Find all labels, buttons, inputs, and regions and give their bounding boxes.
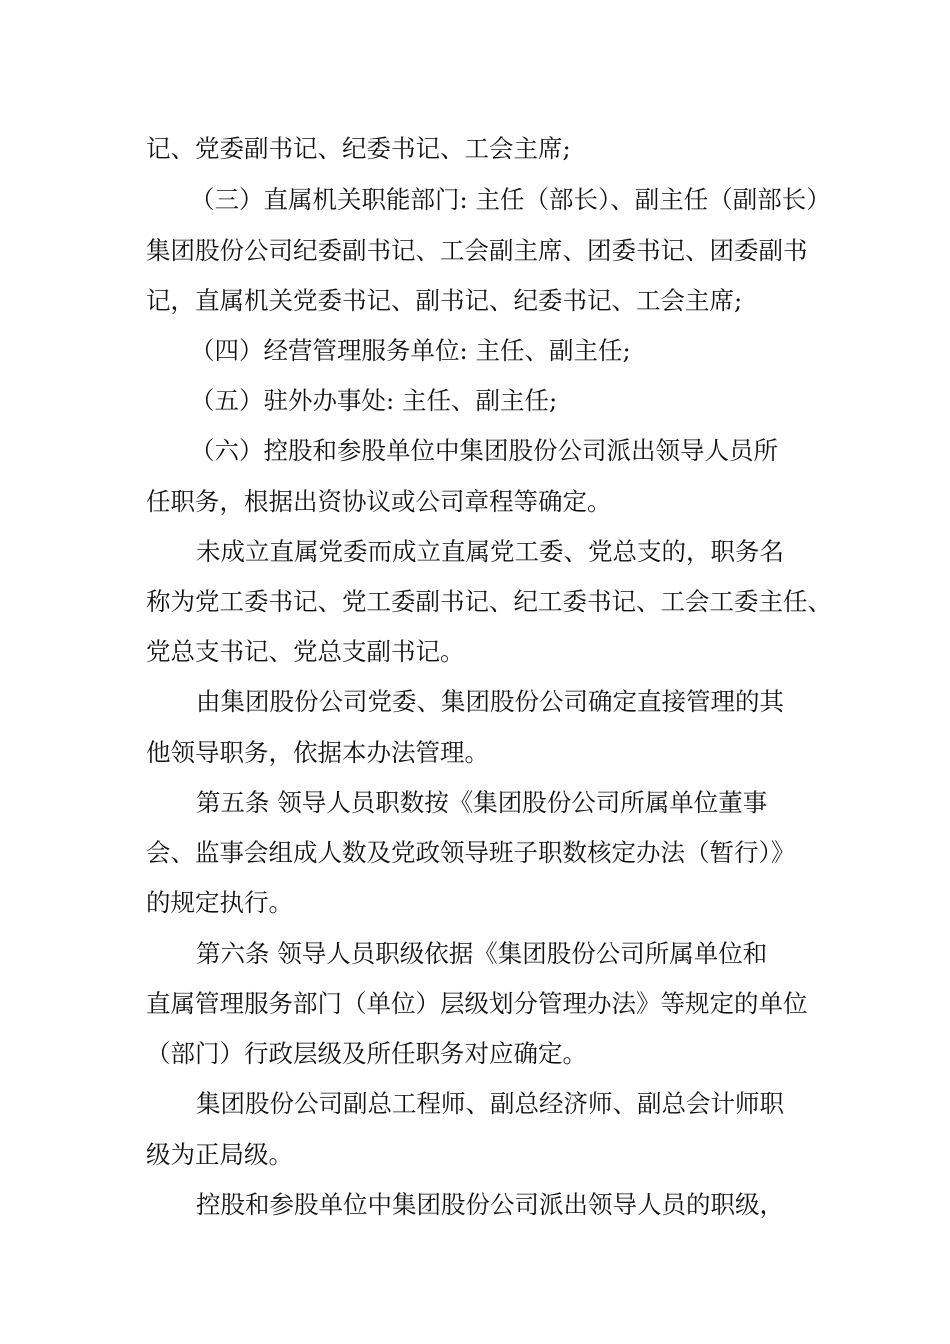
- text-line: 级为正局级。: [146, 1140, 293, 1169]
- text-line: 称为党工委书记、党工委副书记、纪工委书记、工会工委主任、: [146, 587, 832, 616]
- text-line: 由集团股份公司党委、集团股份公司确定直接管理的其: [196, 687, 784, 716]
- text-line: 任职务，根据出资协议或公司章程等确定。: [146, 487, 612, 516]
- text-line: （六）控股和参股单位中集团股份公司派出领导人员所: [190, 436, 778, 465]
- text-line: 党总支书记、党总支副书记。: [146, 637, 465, 666]
- text-line: 记，直属机关党委书记、副书记、纪委书记、工会主席;: [146, 286, 743, 315]
- text-line: 的规定执行。: [146, 888, 293, 917]
- text-line: 集团股份公司副总工程师、副总经济师、副总会计师职: [196, 1089, 784, 1118]
- text-line: （四）经营管理服务单位: 主任、副主任;: [190, 336, 631, 365]
- text-line: 记、党委副书记、纪委书记、工会主席;: [146, 134, 571, 163]
- text-line: 直属管理服务部门（单位）层级划分管理办法》等规定的单位: [146, 989, 808, 1018]
- text-line: （五）驻外办事处: 主任、副主任;: [190, 386, 558, 415]
- text-line: （部门）行政层级及所任职务对应确定。: [146, 1039, 587, 1068]
- text-line: 第六条 领导人员职级依据《集团股份公司所属单位和: [196, 939, 768, 968]
- text-line: 未成立直属党委而成立直属党工委、党总支的，职务名: [196, 537, 784, 566]
- text-line: 控股和参股单位中集团股份公司派出领导人员的职级，: [196, 1190, 784, 1219]
- text-line: （三）直属机关职能部门: 主任（部长）、副主任（副部长）: [190, 185, 831, 214]
- text-line: 会、监事会组成人数及党政领导班子职数核定办法（暂行）》: [146, 838, 796, 867]
- text-line: 第五条 领导人员职数按《集团股份公司所属单位董事: [196, 788, 768, 817]
- text-line: 他领导职务，依据本办法管理。: [146, 738, 489, 767]
- text-line: 集团股份公司纪委副书记、工会副主席、团委书记、团委副书: [146, 236, 808, 265]
